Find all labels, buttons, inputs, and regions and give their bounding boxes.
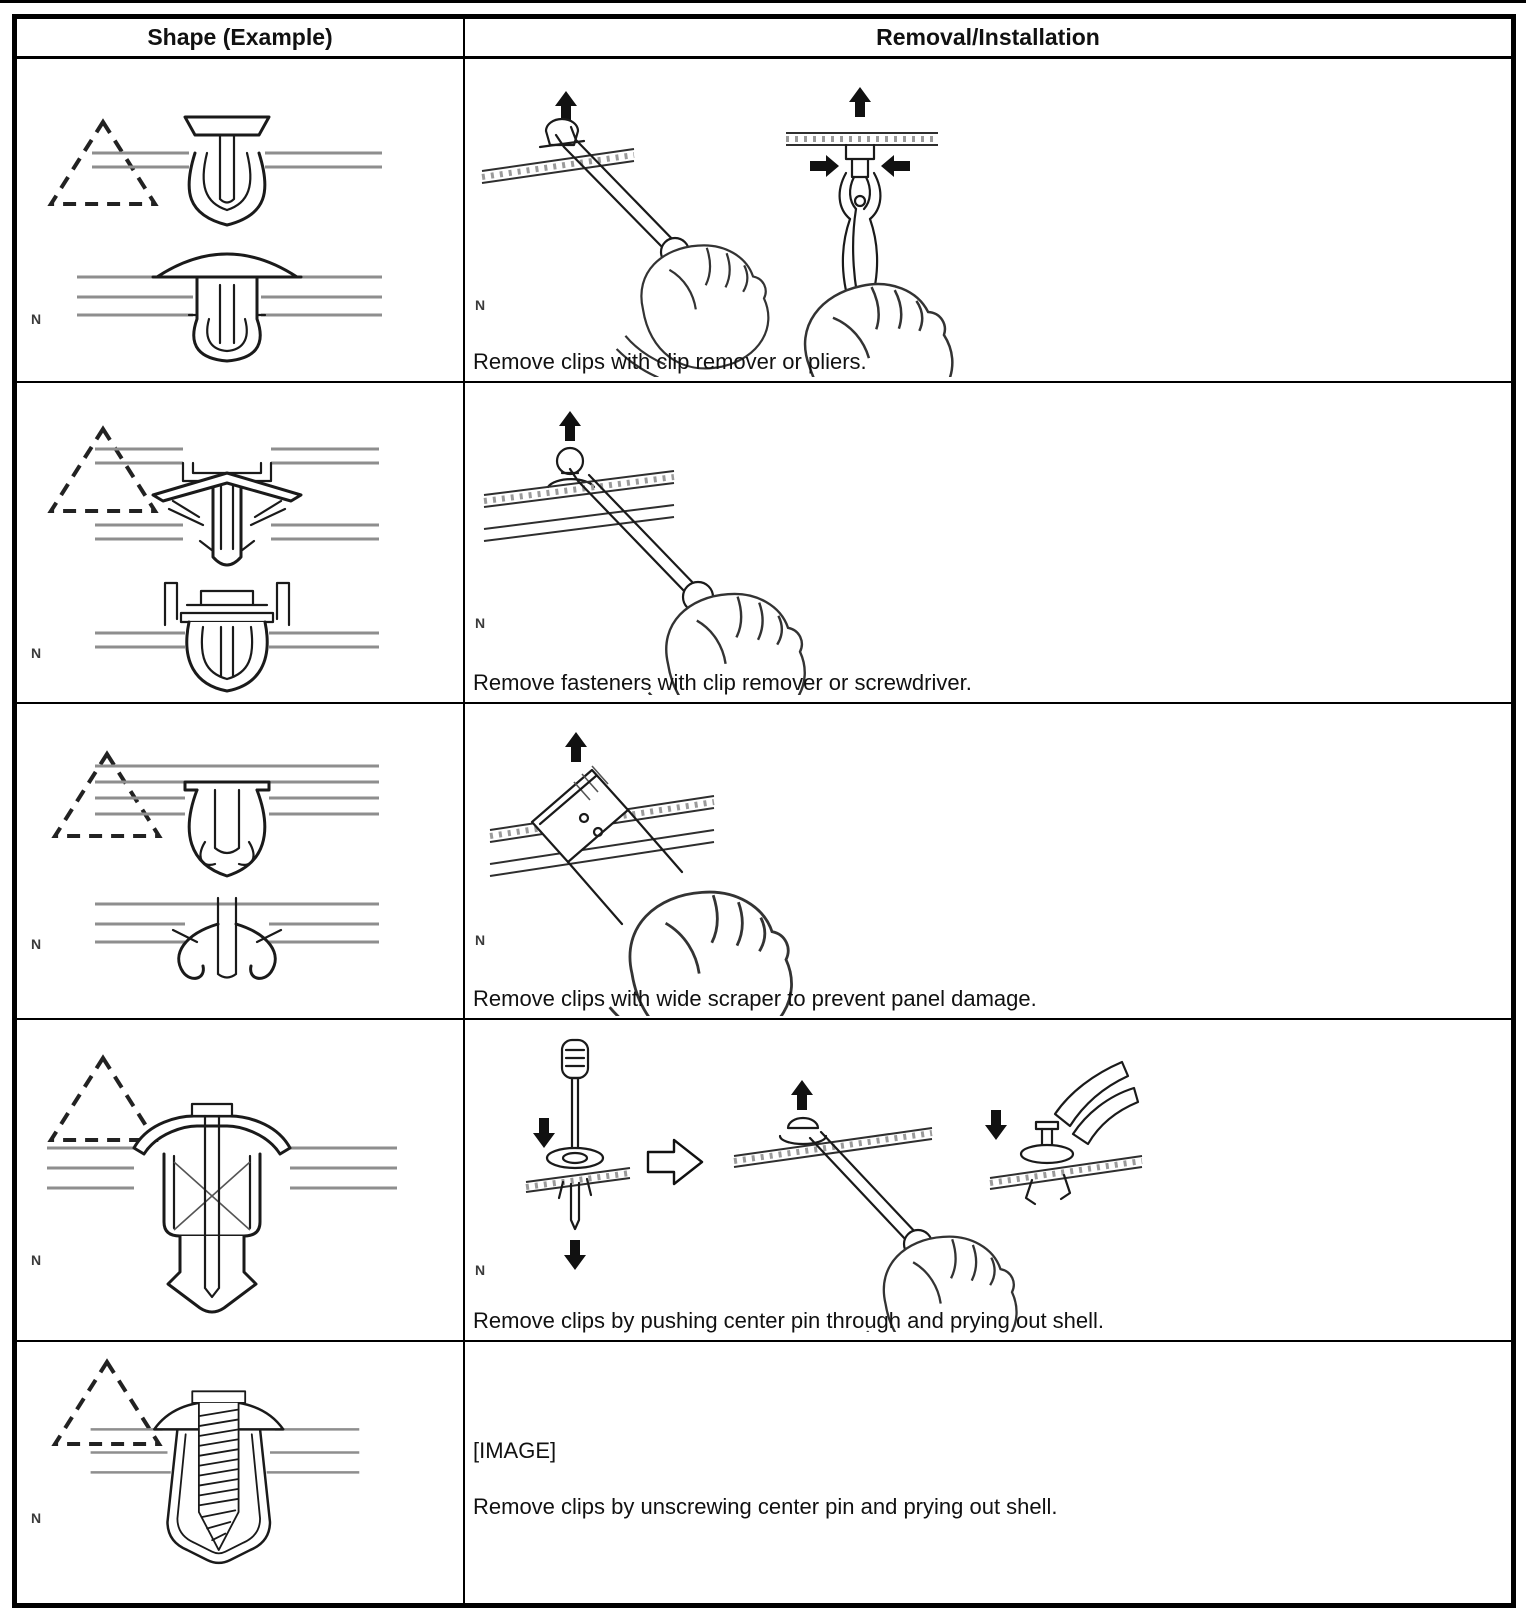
- clip-type-b: [77, 254, 382, 361]
- fastener-type-b: [95, 583, 379, 691]
- hand-with-pliers: [770, 87, 962, 377]
- down-arrow-icon: [533, 1118, 555, 1148]
- row5-shape-cell: [17, 1340, 463, 1603]
- clip-remover-pry-illustration: [470, 395, 1030, 695]
- removal-figure-marker: N: [475, 932, 486, 948]
- push-pin-clip: [47, 1104, 397, 1312]
- header-removal-column: [463, 19, 1511, 59]
- removal-instruction: Remove clips by unscrewing center pin and prying out shell.: [473, 1494, 1058, 1519]
- hand-with-wide-scraper: [490, 732, 792, 1016]
- spring-clip-type-b: [95, 898, 379, 978]
- removal-figure-marker: N: [475, 297, 486, 313]
- removal-instruction: Remove clips with wide scraper to prevent panel damage.: [473, 986, 1037, 1011]
- row1-shape-cell: [17, 59, 463, 381]
- shape-figure-marker: N: [31, 311, 42, 327]
- hand-with-clip-remover: [482, 91, 768, 377]
- fastener-cross-section-illustration: [37, 409, 437, 701]
- press-pin-step: [985, 1062, 1142, 1204]
- hand-with-clip-remover: [484, 411, 805, 695]
- fastener-type-a: [95, 449, 379, 565]
- row5-removal-cell: [463, 1340, 1511, 1603]
- spring-clip-type-a: [95, 766, 379, 876]
- clip-removal-table: [12, 14, 1516, 1608]
- pry-out-shell-step: [734, 1080, 1017, 1332]
- row1-removal-cell: [463, 59, 1511, 381]
- screw-clip-cross-section-illustration: [27, 1350, 427, 1598]
- screwdriver-push-step: [526, 1040, 630, 1270]
- clip-remover-and-pliers-illustration: [470, 77, 1030, 377]
- inward-arrow-right-icon: [881, 155, 910, 177]
- removal-figure-marker: N: [475, 615, 486, 631]
- shape-figure-marker: N: [31, 645, 42, 661]
- header-shape-column: [17, 19, 463, 59]
- down-arrow-icon: [564, 1240, 586, 1270]
- inward-arrow-left-icon: [810, 155, 839, 177]
- push-pin-removal-sequence-illustration: [470, 1032, 1170, 1332]
- push-clip-cross-section-illustration: [37, 107, 437, 365]
- image-placeholder: [IMAGE]: [473, 1438, 557, 1463]
- up-arrow-icon: [555, 91, 577, 121]
- row2-shape-cell: [17, 381, 463, 702]
- removal-figure-marker: N: [475, 1262, 486, 1278]
- row4-shape-cell: [17, 1018, 463, 1340]
- screw-type-clip: [91, 1391, 360, 1563]
- page-top-rule: [0, 0, 1526, 3]
- shape-figure-marker: N: [31, 936, 42, 952]
- row3-shape-cell: [17, 702, 463, 1018]
- spring-clip-cross-section-illustration: [37, 736, 437, 1006]
- removal-instruction: Remove fasteners with clip remover or screwdriver.: [473, 670, 972, 695]
- clip-type-a: [92, 117, 382, 225]
- up-arrow-icon: [565, 732, 587, 762]
- shape-figure-marker: N: [31, 1252, 42, 1268]
- up-arrow-icon: [849, 87, 871, 117]
- removal-instruction: Remove clips by pushing center pin through and prying out shell.: [473, 1308, 1105, 1333]
- up-arrow-icon: [791, 1080, 813, 1110]
- row4-removal-cell: [463, 1018, 1511, 1340]
- next-step-arrow-icon: [648, 1140, 702, 1184]
- push-pin-clip-cross-section-illustration: [22, 1056, 422, 1326]
- shape-figure-marker: N: [31, 1510, 42, 1526]
- row3-removal-cell: [463, 702, 1511, 1018]
- shape-column-title: Shape (Example): [147, 24, 333, 50]
- row2-removal-cell: [463, 381, 1511, 702]
- wide-scraper-illustration: [470, 716, 1030, 1016]
- removal-column-title: Removal/Installation: [876, 24, 1100, 50]
- down-arrow-icon: [985, 1110, 1007, 1140]
- removal-instruction: Remove clips with clip remover or pliers.: [473, 349, 867, 374]
- up-arrow-icon: [559, 411, 581, 441]
